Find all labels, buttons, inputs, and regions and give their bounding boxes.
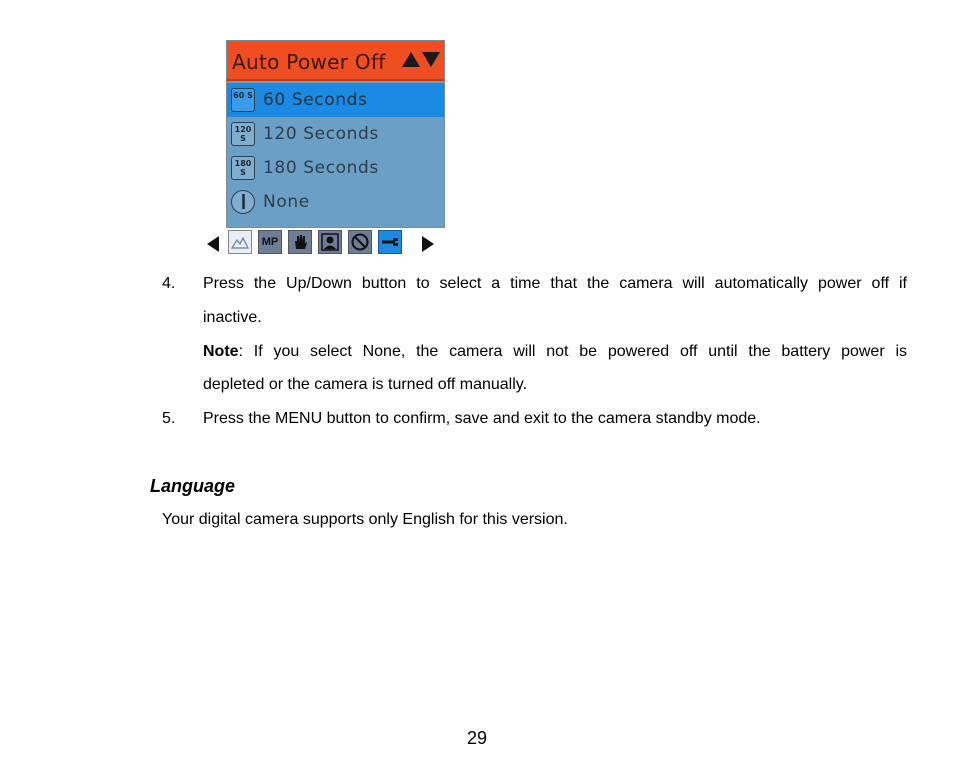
camera-menu-screenshot xyxy=(204,40,450,258)
wrench-icon[interactable] xyxy=(378,230,402,254)
right-arrow-icon[interactable] xyxy=(422,236,434,252)
option-label: 180 Seconds xyxy=(263,158,379,178)
step-4-line-2: inactive. xyxy=(203,309,262,326)
page-number: 29 xyxy=(466,728,488,748)
language-body: Your digital camera supports only English for this version. xyxy=(162,511,568,528)
scene-icon[interactable] xyxy=(228,230,252,254)
note-text: : If you select None, the camera will not be powered off until the battery power is xyxy=(238,343,907,360)
step-5-line-1: Press the MENU button to confirm, save and exit to the camera standby mode. xyxy=(203,410,761,427)
step-4-line-1: Press the Up/Down button to select a time that the camera will automatically power off if xyxy=(203,275,907,292)
up-down-arrows-icon xyxy=(400,52,440,70)
option-label: 120 Seconds xyxy=(263,124,379,144)
option-60-seconds[interactable] xyxy=(227,83,444,117)
120-seconds-icon: 120 S xyxy=(231,122,255,146)
power-icon xyxy=(231,190,255,214)
face-icon[interactable] xyxy=(318,230,342,254)
option-label: 60 Seconds xyxy=(263,90,368,110)
step-4-note-line-2: depleted or the camera is turned off manually. xyxy=(203,376,528,393)
option-label: None xyxy=(263,192,310,212)
option-120-seconds[interactable] xyxy=(227,117,444,151)
section-heading-language: Language xyxy=(150,476,236,496)
left-arrow-icon[interactable] xyxy=(207,236,219,252)
180-seconds-icon: 180 S xyxy=(231,156,255,180)
menu-header xyxy=(227,41,444,81)
timer-icon[interactable] xyxy=(348,230,372,254)
menu-title: Auto Power Off xyxy=(232,50,386,74)
option-none[interactable] xyxy=(227,185,444,219)
step-number: 4. xyxy=(162,275,176,292)
option-180-seconds[interactable] xyxy=(227,151,444,185)
step-4-note xyxy=(203,342,907,362)
menu-panel xyxy=(226,40,445,228)
megapixel-icon[interactable]: MP xyxy=(258,230,282,254)
menu-tab-bar xyxy=(204,228,450,258)
note-label: Note xyxy=(203,343,239,360)
60-seconds-icon: 60 S xyxy=(231,88,255,112)
hand-icon[interactable] xyxy=(288,230,312,254)
step-number: 5. xyxy=(162,410,176,427)
